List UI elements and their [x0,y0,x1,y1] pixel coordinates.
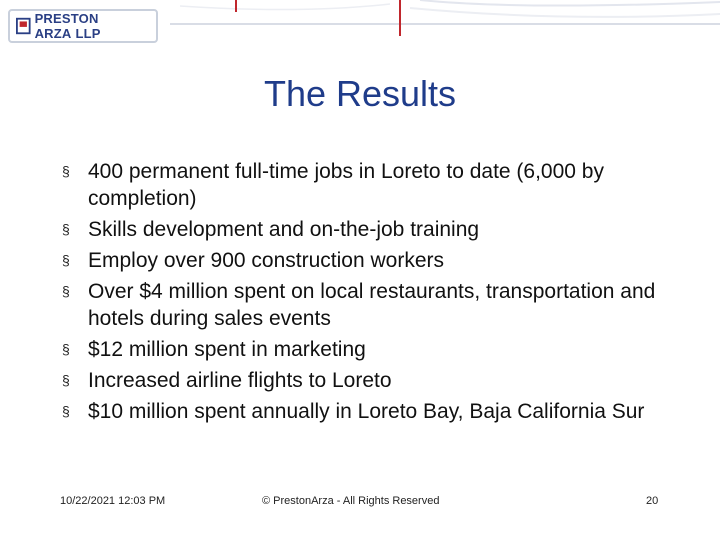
slide-title: The Results [263,73,457,114]
bullet-item: § Employ over 900 construction workers [62,249,444,272]
footer-copyright: © PrestonArza - All Rights Reserved [262,495,440,507]
header-curve-2 [410,8,720,17]
bullet-marker-icon: § [62,163,70,179]
bullet-marker-icon: § [62,372,70,388]
logo-mark-icon [16,17,31,35]
bullet-item: § Skills development and on-the-job training [62,218,480,241]
logo-text: PRESTON ARZA LLP [34,11,101,41]
footer-date: 10/22/2021 12:03 PM [60,495,166,507]
bullet-item: § 400 permanent full-time jobs in Loreto to date (6,000 by completion) [62,160,604,210]
bullet-item: § $10 million spent annually in Loreto Bay, Baja California Sur [62,400,645,423]
bullet-item: § $12 million spent in marketing [62,338,366,361]
bullet-item: § Over $4 million spent on local restaurants, transportation and hotels during sales events [62,280,656,330]
bullet-marker-icon: § [62,403,70,419]
bullet-marker-icon: § [62,252,70,268]
bullet-marker-icon: § [62,221,70,237]
bullet-item: § Increased airline flights to Loreto [62,369,392,392]
logo-suffix: LLP [75,26,101,41]
bullet-marker-icon: § [62,341,70,357]
bullet-marker-icon: § [62,283,70,299]
header-curve-1 [420,0,720,6]
page-number: 20 [646,495,659,507]
bullet-list [62,158,662,429]
company-logo [8,9,158,43]
header-curve-3 [180,4,390,10]
